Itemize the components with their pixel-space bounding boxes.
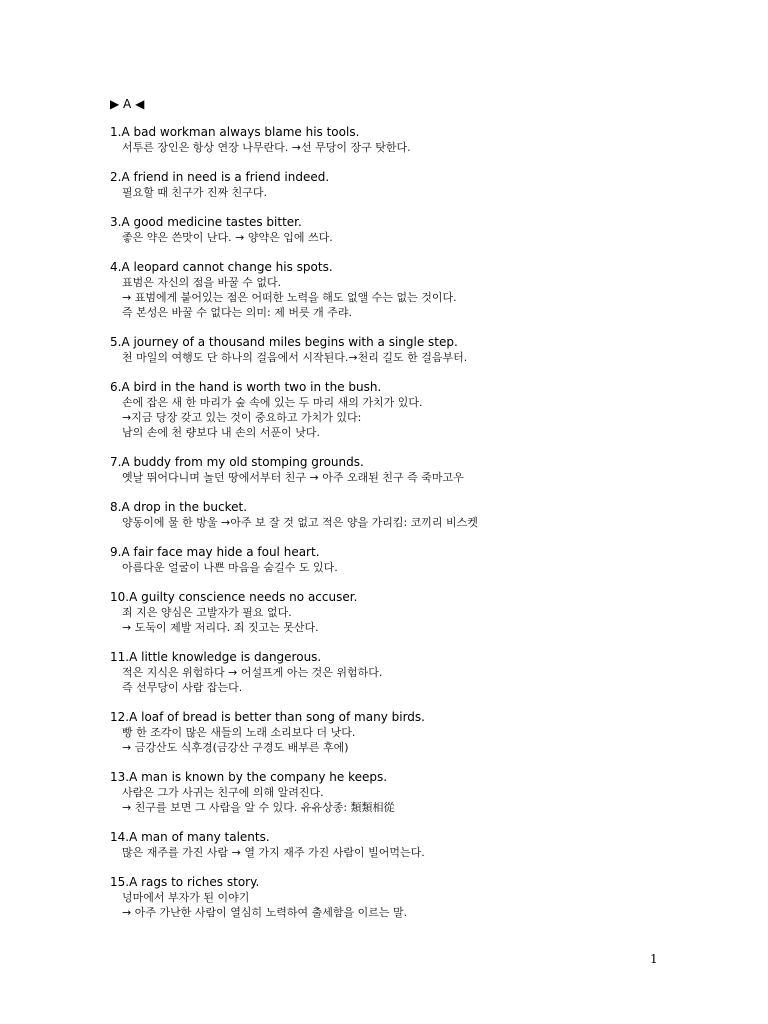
proverb-korean-line: 넝마에서 부자가 된 이야기: [122, 891, 250, 904]
proverb-entry: [110, 545, 750, 575]
proverb-entry: [110, 830, 750, 860]
proverb-list: [110, 125, 750, 935]
proverb-korean-line: 서투른 장인은 항상 연장 나무란다. →선 무당이 장구 탓한다.: [122, 141, 411, 154]
proverb-entry: [110, 590, 750, 635]
proverb-english: 12.A loaf of bread is better than song of many birds.: [110, 710, 425, 724]
proverb-entry: [110, 125, 750, 155]
proverb-korean-line: → 표범에게 붙어있는 점은 어떠한 노력을 해도 없앨 수는 없는 것이다.: [122, 291, 457, 304]
proverb-english: 2.A friend in need is a friend indeed.: [110, 170, 330, 184]
section-heading: ▶ A ◀: [110, 97, 145, 111]
proverb-english: 7.A buddy from my old stomping grounds.: [110, 455, 364, 469]
proverb-korean-line: → 금강산도 식후경(금강산 구경도 배부른 후에): [122, 741, 349, 754]
proverb-korean-line: 필요할 때 친구가 진짜 친구다.: [122, 186, 267, 199]
proverb-korean-line: → 친구를 보면 그 사람을 알 수 있다. 유유상종: 類類相從: [122, 801, 395, 814]
proverb-korean-line: 많은 재주를 가진 사람 → 열 가지 재주 가진 사람이 빌어먹는다.: [122, 846, 425, 859]
proverb-english: 11.A little knowledge is dangerous.: [110, 650, 322, 664]
proverb-english: 6.A bird in the hand is worth two in the bush.: [110, 380, 382, 394]
proverb-korean-line: 천 마일의 여행도 단 하나의 걸음에서 시작된다.→천리 길도 한 걸음부터.: [122, 351, 468, 364]
proverb-english: 5.A journey of a thousand miles begins with a single step.: [110, 335, 458, 349]
proverb-english: 10.A guilty conscience needs no accuser.: [110, 590, 358, 604]
proverb-korean-line: 빵 한 조각이 많은 새들의 노래 소리보다 더 낫다.: [122, 726, 356, 739]
proverb-korean-line: 옛날 뛰어다니며 놀던 땅에서부터 친구 → 아주 오래된 친구 즉 죽마고우: [122, 471, 464, 484]
proverb-entry: [110, 455, 750, 485]
proverb-english: 15.A rags to riches story.: [110, 875, 260, 889]
page-number: 1: [650, 952, 658, 966]
proverb-korean-line: → 아주 가난한 사람이 열심히 노력하여 출세함을 이르는 말.: [122, 906, 408, 919]
proverb-entry: [110, 710, 750, 755]
proverb-korean-line: 적은 지식은 위험하다 → 어설프게 아는 것은 위험하다.: [122, 666, 383, 679]
proverb-korean-line: 표범은 자신의 점을 바꿀 수 없다.: [122, 276, 282, 289]
proverb-korean-line: 죄 지은 양심은 고발자가 필요 없다.: [122, 606, 292, 619]
proverb-entry: [110, 215, 750, 245]
proverb-entry: [110, 500, 750, 530]
proverb-entry: [110, 650, 750, 695]
proverb-korean-line: 즉 본성은 바꿀 수 없다는 의미: 제 버릇 개 주랴.: [122, 306, 352, 319]
proverb-korean-line: 아름다운 얼굴이 나쁜 마음을 숨길수 도 있다.: [122, 561, 338, 574]
proverb-entry: [110, 380, 750, 440]
proverb-english: 14.A man of many talents.: [110, 830, 270, 844]
proverb-entry: [110, 770, 750, 815]
proverb-korean-line: 사람은 그가 사귀는 친구에 의해 알려진다.: [122, 786, 324, 799]
proverb-english: 4.A leopard cannot change his spots.: [110, 260, 333, 274]
proverb-english: 3.A good medicine tastes bitter.: [110, 215, 302, 229]
proverb-english: 8.A drop in the bucket.: [110, 500, 248, 514]
proverb-korean-line: 즉 선무당이 사람 잡는다.: [122, 681, 243, 694]
proverb-korean-line: 남의 손에 천 량보다 내 손의 서푼이 낫다.: [122, 426, 320, 439]
proverb-entry: [110, 335, 750, 365]
proverb-english: 1.A bad workman always blame his tools.: [110, 125, 360, 139]
proverb-korean-line: 양동이에 물 한 방울 →아주 보 잘 것 없고 적은 양을 가리킴: 코끼리 비스켓: [122, 516, 478, 529]
proverb-korean-line: 손에 잡은 새 한 마리가 숲 속에 있는 두 마리 새의 가치가 있다.: [122, 396, 423, 409]
proverb-korean-line: 좋은 약은 쓴맛이 난다. → 양약은 입에 쓰다.: [122, 231, 333, 244]
proverb-entry: [110, 260, 750, 320]
proverb-entry: [110, 170, 750, 200]
proverb-entry: [110, 875, 750, 920]
proverb-korean-line: → 도둑이 제발 저리다. 죄 짓고는 못산다.: [122, 621, 319, 634]
proverb-english: 9.A fair face may hide a foul heart.: [110, 545, 320, 559]
proverb-english: 13.A man is known by the company he keeps.: [110, 770, 388, 784]
proverb-korean-line: →지금 당장 갖고 있는 것이 중요하고 가치가 있다:: [122, 411, 362, 424]
